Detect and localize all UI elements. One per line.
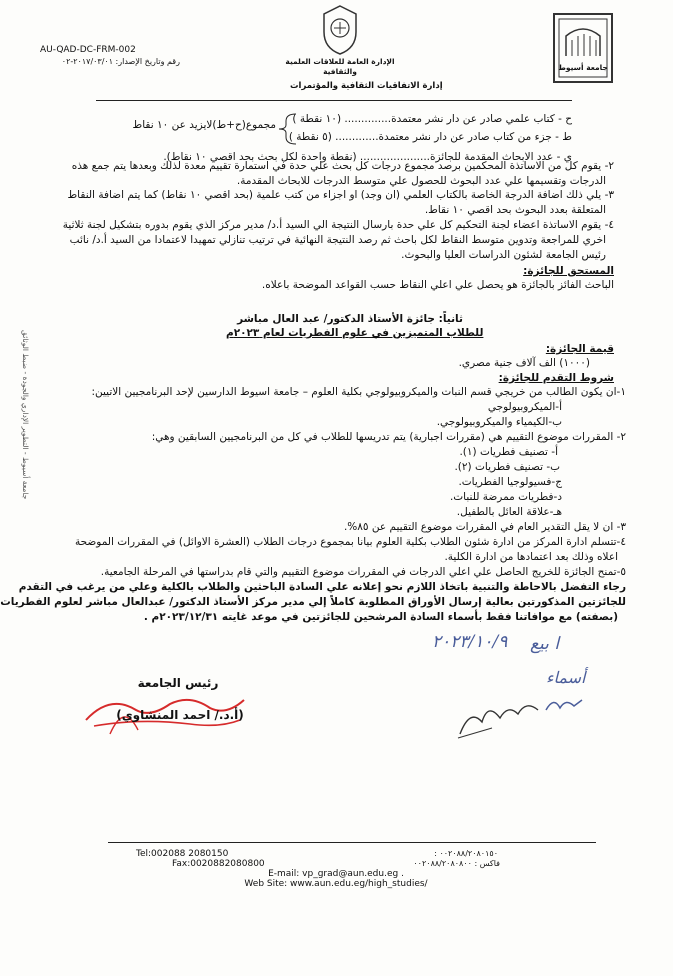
footer-ar-tel: ٠٠٢٠٨٨/٢٠٨٠١٥٠ : [434, 849, 498, 858]
cond-1b: ب-الكيمياء والميكروبيولوجي. [436, 416, 562, 428]
cond-5: ٥-تمنح الجائزة للخريج الحاصل علي اعلي الدرجات في المقررات موضوع التقييم والتي قام بدراستها في المرحلة الجامعية. [100, 566, 626, 578]
para-3b: المتعلقة بعدد البحوث بحد اقصي ١٠ نقاط. [424, 204, 606, 216]
center-emblem [316, 2, 364, 58]
para-4b: اخري للمراجعة وتدوين متوسط النقاط لكل باحث ثم رصد النتيجة النهائية في ترتيب تنازلي تمهيدا لاعتمادا من السيد أ.د/ نائب [69, 234, 606, 246]
award-title-2: للطلاب المتميزين في علوم الفطريات لعام ٢٠٢٣م [226, 327, 484, 339]
handwritten-asmaa: أسماء [546, 668, 586, 687]
header-rule [96, 100, 572, 101]
footer-tel: Tel:002088 2080150 [136, 849, 229, 859]
center-org: الإدارة العامة للعلاقات العلمية والثقافية [285, 57, 395, 76]
cond-2c: ج-فسيولوجيا الفطريات. [458, 476, 562, 488]
footer-ar-fax: فاكس : ٠٠٢٠٨٨/٢٠٨٠٨٠٠ [413, 859, 500, 868]
request-line-2: للجائزتين المذكورتين بعالية إرسال الأوراق المطلوبة كاملاً إلي مدير مركز الأستاذ الدكتور/ عبدالعال مباشر لعلوم الفطريات [0, 596, 626, 608]
value-text: (١٠٠٠) الف آلاف جنية مصري. [458, 357, 590, 369]
form-code: AU-QAD-DC-FRM-002 [40, 45, 136, 55]
line-h: ح - كتاب علمي صادر عن دار نشر معتمدة.............. (١٠ نقطة ) [292, 113, 572, 125]
cond-2e: هـ-علاقة العائل بالطفيل. [456, 506, 562, 518]
line-sum: مجموع(ح+ط)لايزيد عن ١٠ نقاط [132, 119, 276, 131]
university-logo-text: جامعة أسيوط [558, 63, 608, 72]
line-y: ي - عدد الابحاث المقدمة للجائزة..................... (نقطة واحدة لكل بحث بحد اقصي ١٠ نقاط). [163, 151, 572, 163]
award-title-1: ثانياً: جائزة الأستاذ الدكتور/ عبد العال مباشر [237, 313, 463, 325]
cond-2a: أ- تصنيف فطريات (١). [459, 446, 558, 458]
request-line-3: (بصفته) مع موافاتنا فقط بأسماء السادة المرشحين للجائزتين في موعد غايته ٢٠٢٣/١٢/٣١م . [143, 611, 618, 623]
cond-2b: ب- تصنيف فطريات (٢). [454, 461, 560, 473]
cond-2d: د-فطريات ممرضة للنبات. [449, 491, 562, 503]
side-vertical-text: جامعة أسيوط - التطوير الإداري والجودة - ضبط الوثائق [21, 330, 30, 500]
para-2a: ٢- يقوم كل من الاساتذة المحكمين برصد مجموع درجات كل بحث علي حدة في استمارة تقييم معدة لذلك وبعدها يتم جمع هذه [71, 160, 614, 172]
para-3a: ٣- يلي ذلك اضافة الدرجة الخاصة بالكتاب العلمي (ان وجد) او اجزاء من كتب علمية (بحد اقصي ١٠ نقاط) كما يتم اضافة النقاط [67, 189, 614, 201]
handwritten-mark [542, 692, 586, 716]
cond-2: ٢- المقررات موضوع التقييم هي (مقررات اجبارية) يتم تدريسها للطلاب في كل من البرنامجيين السابقين وهي: [151, 431, 626, 443]
footer-website[interactable]: Web Site: www.aun.edu.eg/high_studies/ [244, 879, 428, 889]
footer-fax: Fax:0020882080800 [172, 859, 265, 869]
signature-name: (أ.د./ احمد المنشاوي) [116, 708, 244, 722]
brace-icon [276, 112, 298, 146]
para-2b: الدرجات وتقسيمها علي عدد البحوث للحصول علي متوسط الدرجات للابحاث المقدمة. [236, 175, 606, 187]
handwritten-date [418, 626, 628, 666]
cond-1: ١-ان يكون الطالب من خريجي قسم النبات والميكروبيولوجي بكلية العلوم – جامعة اسيوط الدارسين لإحد البرنامجيين الاتيين: [91, 386, 626, 398]
para-4a: ٤- يقوم الاساتذة اعضاء لجنة التحكيم كل علي حدة بارسال النتيجة الي السيد أ.د/ مدير مركز الذي يقوم بدوره بتشكيل لجنة ثلاثية [62, 219, 614, 231]
handwritten-note: ا بيع [530, 634, 560, 654]
cond-1a: أ-الميكروبيولوجي [487, 401, 562, 413]
conditions-heading: شروط التقدم للجائزة: [498, 372, 614, 384]
handwritten-date-text: ٢٠٢٣/١٠/٩ [432, 632, 508, 652]
cond-4b: اعلاه وذلك بعد اعتمادها من ادارة الكلية. [444, 551, 618, 563]
cond-3: ٣- ان لا يقل التقدير العام في المقررات موضوع التقييم عن ٨٥%. [343, 521, 626, 533]
value-heading: قيمة الجائزة: [545, 343, 614, 355]
mostahiq-text: الباحث الفائز بالجائزة هو يحصل علي اعلي النقاط حسب القواعد الموضحة باعلاه. [261, 279, 614, 291]
line-t: ط - جزء من كتاب صادر عن دار نشر معتمدة............. (٥ نقطة ) [288, 131, 572, 143]
cond-4a: ٤-تتسلم ادارة المركز من ادارة شئون الطلاب بكلية العلوم بيانا بمجموع درجات الطلاب (العشرة الاوائل) في المقررات الموضحة [74, 536, 626, 548]
request-line-1: رجاء التفضل بالاحاطة والتنبية باتخاذ اللازم نحو إعلانه علي السادة الباحثين والطلاب بالكلية وعلي من يرغب في التقدم [18, 581, 626, 593]
footer-rule [108, 842, 596, 843]
signature-role: رئيس الجامعة [137, 676, 219, 690]
department: إدارة الاتفاقيات الثقافية والمؤتمرات [290, 81, 443, 91]
footer-email[interactable]: E-mail: vp_grad@aun.edu.eg . [268, 869, 404, 879]
issue-date: رقم وتاريخ الإصدار: ٢٠١٧/٠٣/٠١-٠٢ [61, 57, 180, 66]
initials-signature [452, 688, 542, 742]
mostahiq-heading: المستحق للجائزة: [523, 265, 614, 277]
para-4c: رئيس الجامعة لشئون الدراسات العليا والبحوث. [401, 249, 606, 261]
